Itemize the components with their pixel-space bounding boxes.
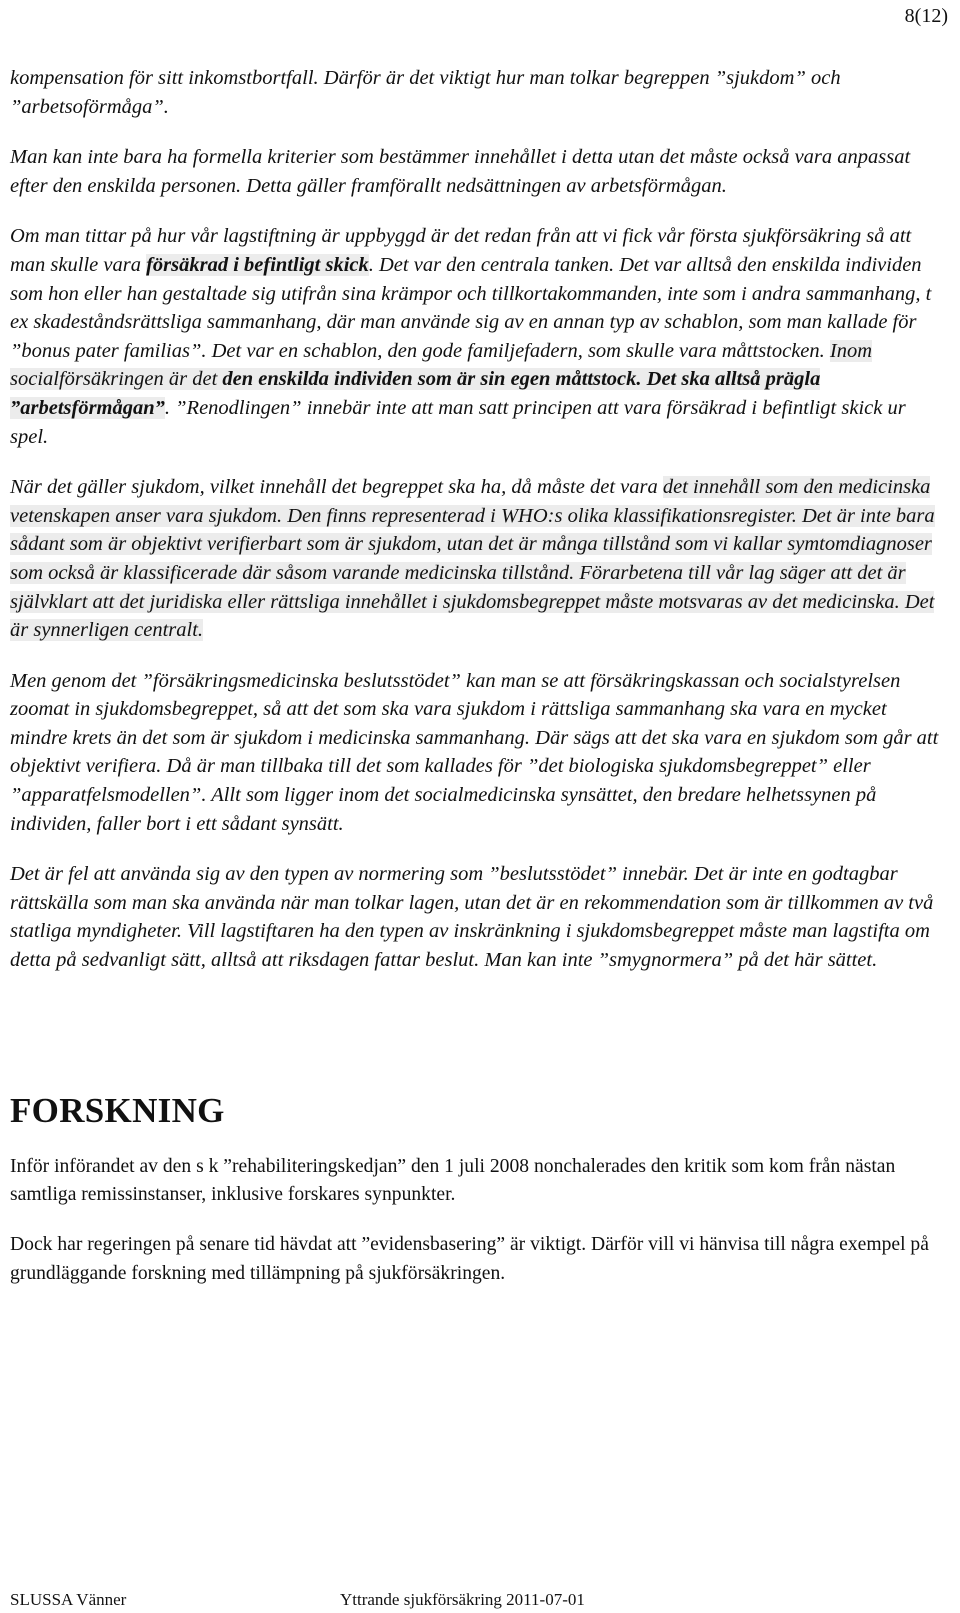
paragraph-3 bbox=[10, 222, 946, 451]
paragraph-3-emphasis-maattstock: den enskilda individen som är sin egen måttstock. Det ska alltså prägla ”arbetsförmågan” bbox=[10, 368, 821, 419]
page-footer bbox=[10, 1590, 946, 1610]
page-number: 8(12) bbox=[904, 5, 948, 27]
paragraph-4-highlight: det innehåll som den medicinska vetenskapen anser vara sjukdom. Den finns representerad i WHO:s olika klassifikationsregister. Det är inte bara sådant som är objektivt verifierbart som är sjukdom, utan det är många tillstånd som vi kallar symtomdiagnoser som också är klassificerade där såsom varande medicinska tillstånd. Förarbetena till vår lag säger att det är självklart att det juridiska eller rättsliga innehållet i sjukdomsbegreppet måste motsvaras av det medicinska. Det är synnerligen centralt. bbox=[10, 476, 935, 642]
paragraph-3-text-f: . ”Renodlingen” innebär inte att man satt principen att vara försäkrad i befintligt skick ur spel. bbox=[10, 396, 906, 448]
section-paragraph-2: Dock har regeringen på senare tid hävdat att ”evidensbasering” är viktigt. Därför vill vi hänvisa till några exempel på grundläggande forskning med tillämpning på sjukförsäkringen. bbox=[10, 1234, 929, 1284]
document-body bbox=[10, 64, 946, 1288]
paragraph-3-highlight-a: Inom socialförsäkringen är det bbox=[10, 339, 873, 391]
paragraph-4-text-a: När det gäller sjukdom, vilket innehåll det begreppet ska ha, då måste det vara bbox=[10, 476, 663, 499]
paragraph-6: Det är fel att använda sig av den typen av normering som ”beslutsstödet” innebär. Det är inte en godtagbar rättskälla som man ska använda när man tolkar lagen, utan det är en rekommendation som är tillkommen av två statliga myndigheter. Vill lagstiftaren ha den typen av inskränkning i sjukdomsbegreppet måste man lagstifta om detta på sedvanligt sätt, alltså att riksdagen fattar beslut. Man kan inte ”smygnormera” på det här sättet. bbox=[10, 863, 934, 972]
paragraph-3-text-c: . Det var den centrala tanken. Det var alltså den enskilda individen som hon eller han gestaltade sig utifrån sina krämpor och tillkortakommanden, inte som i andra sammanhang, t ex skadeståndsrättsliga sammanhang, där man använde sig av en annan typ av schablon, som man kallade för ”bonus pater familias”. Det var en schablon, den gode familjefadern, som skulle vara måttstocken. bbox=[10, 253, 932, 362]
paragraph-3-emphasis-befintligt-skick: försäkrad i befintligt skick bbox=[146, 253, 369, 276]
section-heading: FORSKNING bbox=[10, 1090, 225, 1130]
paragraph-4 bbox=[10, 473, 946, 645]
paragraph-2: Man kan inte bara ha formella kriterier som bestämmer innehållet i detta utan det måste också vara anpassat efter den enskilda personen. Detta gäller framförallt nedsättningen av arbetsförmågan. bbox=[10, 146, 911, 197]
section-paragraph-1: Inför införandet av den s k ”rehabiliteringskedjan” den 1 juli 2008 nonchalerades den kritik som kom från nästan samtliga remissinstanser, inklusive forskares synpunkter. bbox=[10, 1155, 896, 1206]
paragraph-1: kompensation för sitt inkomstbortfall. Därför är det viktigt hur man tolkar begreppen ”sjukdom” och ”arbetsoförmåga”. bbox=[10, 67, 841, 118]
footer-organization: SLUSSA Vänner bbox=[10, 1590, 127, 1609]
paragraph-5: Men genom det ”försäkringsmedicinska beslutsstödet” kan man se att försäkringskassan och socialstyrelsen zoomat in sjukdomsbegreppet, så att det som ska vara sjukdom i rättsliga sammanhang ska vara en mycket mindre krets än det som är sjukdom i medicinska sammanhang. Där sägs att det ska vara en sjukdom som går att objektivt verifiera. Då är man tillbaka till det som kallades för ”det biologiska sjukdomsbegreppet” eller ”apparatfelsmodellen”. Allt som ligger inom det socialmedicinska synsättet, den bredare helhetssynen på individen, faller bort i ett sådant synsätt. bbox=[10, 669, 939, 835]
paragraph-3-text-a: Om man tittar på hur vår lagstiftning är uppbyggd är det redan från att vi fick vår första sjukförsäkring så att man skulle vara bbox=[10, 225, 912, 276]
footer-document-title: Yttrande sjukförsäkring 2011-07-01 bbox=[340, 1590, 585, 1609]
